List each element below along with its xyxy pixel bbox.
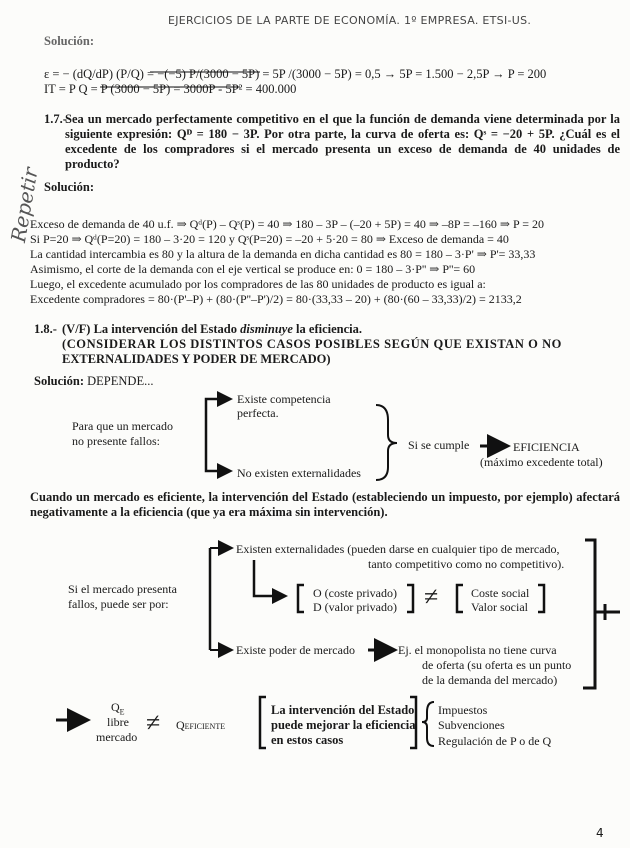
d1-result: EFICIENCIA [513, 440, 580, 454]
d3-bold-1: La intervención del Estado [271, 703, 415, 717]
prev-solution-label: Solución: [44, 34, 95, 48]
q18-title: (V/F) La intervención del Estado disminuye la eficiencia. [62, 322, 362, 336]
q17-line-2: Si P=20 ⇒ Qᵈ(P=20) = 180 – 3·20 = 120 y Qˢ(P=20) = –20 + 5·20 = 80 ⇒ Exceso de demanda = 40 [30, 232, 509, 246]
d2-cs-line: Coste social [471, 586, 530, 600]
d2-left-1: Si el mercado presenta [68, 582, 177, 596]
d2-mono-3: de la demanda del mercado) [422, 673, 558, 687]
d3-not-equal: ≠ [146, 708, 161, 737]
d2-sub-line [254, 560, 284, 596]
d1-cond-2: No existen externalidades [237, 466, 361, 480]
d2-od-bracket-right [407, 585, 413, 612]
d3-bold-bracket-left [260, 697, 266, 748]
d1-left-1: Para que un mercado [72, 419, 173, 433]
prev-solution-line1: ε = − (dQ/dP) (P/Q) = −(−5) P/(3000 − 5P) = 5P /(3000 − 5P) = 0,5 → 5P = 1.500 − 2,5P → P = 200 [44, 67, 547, 81]
d3-qe: $Q_E$ [111, 700, 125, 717]
d1-left-2: no presente fallos: [72, 434, 160, 448]
d3-qeficiente: QEFICIENTE [176, 718, 226, 732]
d2-cs-bracket-right [538, 585, 544, 612]
d2-right-bracket [583, 540, 595, 688]
d2-vs-line: Valor social [471, 600, 528, 614]
q17-line-5: Luego, el excedente acumulado por los compradores de las 80 unidades de producto es igual a: [30, 277, 486, 291]
q18-number: 1.8.- [34, 322, 57, 336]
d3-opt-2: Subvenciones [438, 718, 505, 732]
q18-solution: Solución: DEPENDE... [34, 374, 154, 388]
d2-ext-1: Existen externalidades (pueden darse en cualquier tipo de mercado, [236, 542, 560, 556]
page-header: EJERCICIOS DE LA PARTE DE ECONOMÍA. 1º EMPRESA. ETSI-US. [168, 14, 532, 27]
d1-cond-1b: perfecta. [237, 406, 279, 420]
d2-not-equal: ≠ [424, 582, 439, 611]
d2-ext-2: tanto competitivo como no competitivo). [368, 557, 565, 571]
d3-opt-1: Impuestos [438, 703, 488, 717]
d1-result-note: (máximo excedente total) [480, 455, 603, 469]
margin-handwritten-note: Repetir [6, 165, 43, 245]
d3-opt-3: Regulación de P o de Q [438, 734, 552, 748]
d3-libre: libre [107, 715, 129, 729]
d3-options-brace [422, 702, 434, 746]
q17-solution-label: Solución: [44, 180, 95, 194]
d2-d-line: D (valor privado) [313, 600, 397, 614]
d3-bold-2: puede mejorar la eficiencia [271, 718, 416, 732]
d2-power: Existe poder de mercado [236, 643, 355, 657]
d2-left-2: fallos, puede ser por: [68, 597, 169, 611]
d1-if-text: Si se cumple [408, 438, 470, 452]
q17-line-4: Asimismo, el corte de la demanda con el eje vertical se produce en: 0 = 180 – 3·P'' ⇒ P''= 60 [30, 262, 476, 276]
d2-od-bracket-left [298, 585, 304, 612]
q17-line-1: Exceso de demanda de 40 u.f. ⇒ Qᵈ(P) – Qˢ(P) = 40 ⇒ 180 – 3P – (–20 + 5P) = 40 ⇒ –8P = –160 ⇒ P = 20 [30, 217, 544, 231]
d2-mono-2: de oferta (su oferta es un punto [422, 658, 572, 672]
d1-cond-1a: Existe competencia [237, 392, 331, 406]
d3-mercado: mercado [96, 730, 138, 744]
q17-line-3: La cantidad intercambia es 80 y la altura de la demanda en dicha cantidad es 80 = 180 – 3·P' ⇒ P'= 33,33 [30, 247, 536, 261]
d2-cs-bracket-left [457, 585, 463, 612]
d1-left-bracket [206, 399, 222, 471]
page-number: 4 [596, 826, 604, 840]
q18-subtitle-2: EXTERNALIDADES Y PODER DE MERCADO) [62, 352, 331, 366]
q18-subtitle-1: (CONSIDERAR LOS DISTINTOS CASOS POSIBLES SEGÚN QUE EXISTAN O NO [62, 337, 562, 351]
d2-mono-1: Ej. el monopolista no tiene curva [398, 643, 557, 657]
prev-solution-line2: IT = P Q = P (3000 − 5P) = 3000P - 5P² = 400.000 [44, 82, 297, 96]
q17-number: 1.7.- [44, 112, 67, 126]
q17-question: Sea un mercado perfectamente competitivo en el que la función de demanda viene determinada por la siguiente expresión: Qᴰ = 180 − 3P. Por otra parte, la curva de oferta es: Qˢ = −20 + 5P. ¿Cuál es el excedente de los compradores si el mercado presenta un exceso de demanda de 40 unidades de producto? [65, 112, 620, 171]
d3-bold-bracket-right [410, 697, 416, 748]
d2-o-line: O (coste privado) [313, 586, 397, 600]
d3-bold-3: en estos casos [271, 733, 344, 747]
d1-right-brace [376, 405, 397, 480]
efficient-paragraph: Cuando un mercado es eficiente, la intervención del Estado (estableciendo un impuesto, por ejemplo) afectará negativamente a la eficiencia (que ya era máxima sin intervención). [30, 490, 620, 519]
q17-line-6: Excedente compradores = 80·(P'–P) + (80·(P''–P')/2) = 80·(33,33 – 20) + (80·(60 – 33,33)/2) = 2133,2 [30, 292, 522, 306]
